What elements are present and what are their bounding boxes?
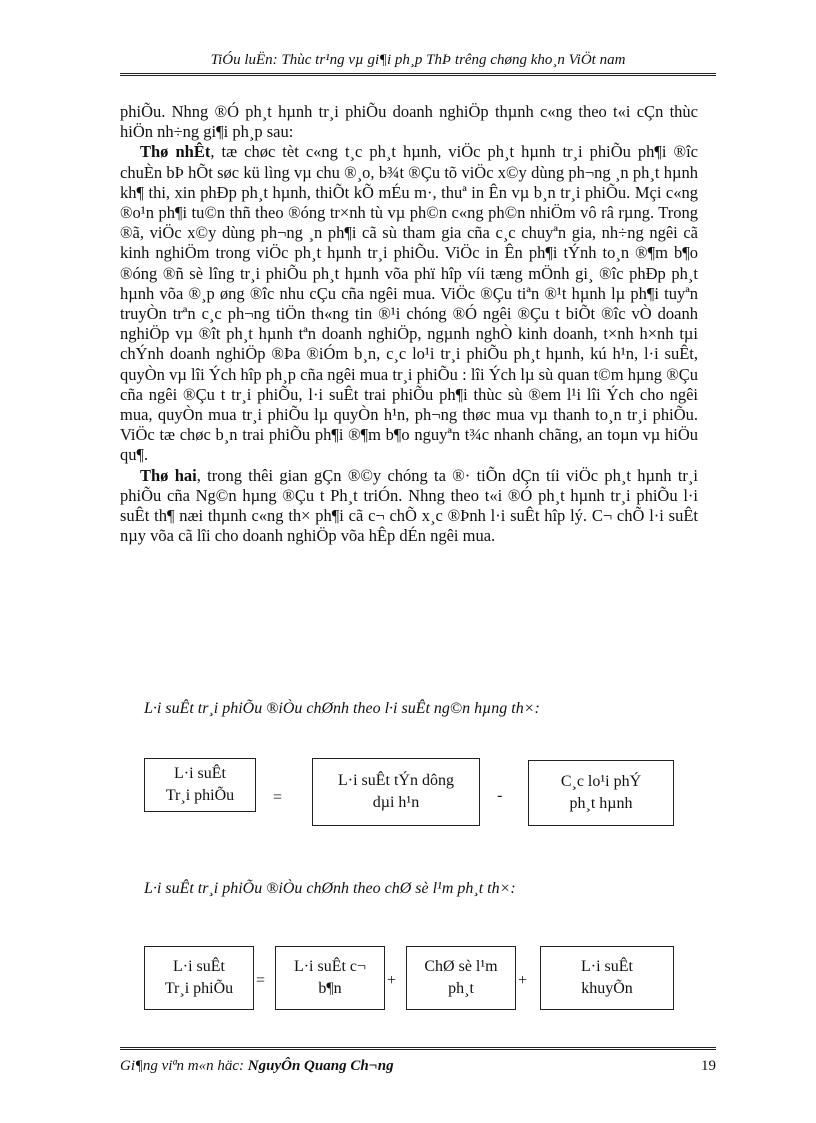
formula-1-box-credit-rate: [312, 758, 480, 826]
page-header: [120, 52, 716, 76]
body-text: [120, 102, 698, 546]
paragraph-3-text: , trong thêi gian gÇn ®©y chóng ta ®· tiÕn dÇn tíi viÖc ph¸t hµnh tr¸i phiÕu cña Ng©n hµng ®Çu t Ph¸t triÓn. Nhng theo t«i ®Ó ph¸t hµnh tr¸i phiÕu l·i suÊt th¶ næi thµnh c«ng th× ph¶i cã c¬ chÕ x¸c ®Þnh l·i suÊt hîp lý. C¬ chÕ l·i suÊt nµy võa cã lîi cho doanh nghiÖp võa hÊp dÉn ngêi mua.: [120, 465, 698, 546]
footer-label: Gi¶ng viªn m«n häc:: [120, 1058, 248, 1074]
paragraph-1: phiÕu. Nhng ®Ó ph¸t hµnh tr¸i phiÕu doanh nghiÖp thµnh c«ng theo t«i cÇn thùc hiÖn nh÷ng gi¶i ph¸p sau:: [120, 102, 698, 142]
formula-2-equals: =: [256, 972, 266, 989]
box-line: ph¸t: [448, 980, 474, 997]
box-line: L·i suÊt: [581, 958, 633, 975]
footer-name: NguyÔn Quang Ch¬ng: [247, 1058, 394, 1074]
header-title: TiÓu luËn: Thùc tr¹ng vµ gi¶i ph¸p ThÞ trêng chøng kho¸n ViÖt nam: [210, 52, 626, 68]
paragraph-3: [120, 466, 698, 547]
paragraph-2-lead: Thø nhÊt: [140, 142, 211, 162]
box-line: khuyÕn: [581, 980, 633, 997]
box-line: Tr¸i phiÕu: [165, 787, 235, 804]
page-footer: [120, 1047, 716, 1075]
footer-author: [120, 1058, 394, 1075]
formula-1-caption: L·i suÊt tr¸i phiÕu ®iÒu chØnh theo l·i suÊt ng©n hµng th×:: [144, 700, 540, 717]
formula-2-box-incentive-rate: [540, 946, 674, 1010]
formula-2-box-inflation-index: [406, 946, 516, 1010]
box-line: L·i suÊt: [174, 765, 226, 782]
box-line: L·i suÊt tÝn dông: [338, 772, 454, 789]
paragraph-2-text: , tæ chøc tèt c«ng t¸c ph¸t hµnh, viÖc ph¸t hµnh tr¸i phiÕu ph¶i ®îc chuÈn bÞ hÕt søc kü lìng vµ chu ®¸o, b¾t ®Çu tõ viÖc x©y dùng ph¬ng ¸n ph¸t hµnh kh¶ thi, xin phÐp ph¸t hµnh, thiÕt kÕ mÉu m·, thuª in Ên vµ b¸n tr¸i phiÕu. Mçi c«ng ®o¹n ph¶i tu©n thñ theo ®óng tr×nh tù vµ ph©n c«ng ph©n nhiÖm vô râ rµng. Trong ®ã, viÖc x©y dùng ph¬ng ¸n ph¶i cã sù tham gia cña c¸c chuyªn gia, nh÷ng ngêi cã kinh nghiÖm trong viÖc ph¸t hµnh tr¸i phiÕu. ViÖc in Ên ph¶i tÝnh to¸n ®¶m b¶o ®óng ®ñ sè lîng tr¸i phiÕu ph¸t hµnh võa phï hîp víi tæng mÖnh gi¸ ®îc phÐp ph¸t hµnh võa ®¸p øng ®îc nhu cÇu cña ngêi mua. ViÖc ®Çu tiªn ®¹t hµnh lµ ph¶i tuyªn truyÒn trªn c¸c ph¬ng tiÖn th«ng tin ®¹i chóng ®Ó ngêi ®Çu t biÕt ®îc vÒ doanh nghiÖp vµ ®ît ph¸t hµnh tªn doanh nghiÖp, ngµnh nghÒ kinh doanh, t×nh h×nh tµi chÝnh doanh nghiÖp ®Þa ®iÓm b¸n, c¸c lo¹i tr¸i phiÕu ph¸t hµnh, kú h¹n, l·i suÊt, quyÒn vµ lîi Ých hîp ph¸p cña ngêi mua tr¸i phiÕu : lîi Ých lµ sù quan t©m hµng ®Çu cña ngêi ®Çu t tr¸i phiÕu, l·i suÊt trai phiÕu ph¶i thùc sù ®em l¹i lîi Ých cho ngêi mua, quyÒn mua tr¸i phiÕu lµ quyÒn h¹n, ph¬ng thøc mua vµ thanh to¸n tr¸i phiÕu. ViÖc tæ chøc b¸n trai phiÕu ph¶i ®¶m b¶o nguyªn t¾c nhanh chãng, an toµn vµ hiÖu qu¶.: [120, 142, 698, 465]
box-line: dµi h¹n: [372, 794, 420, 811]
page-number: 19: [701, 1058, 716, 1074]
formula-1-box-bond-rate: [144, 758, 256, 812]
formula-1-minus: -: [497, 787, 503, 804]
box-line: b¶n: [318, 980, 342, 997]
box-line: ph¸t hµnh: [569, 795, 633, 812]
formula-2-caption: L·i suÊt tr¸i phiÕu ®iÒu chØnh theo chØ sè l¹m ph¸t th×:: [144, 880, 516, 897]
paragraph-2: [120, 142, 698, 465]
box-line: L·i suÊt: [173, 958, 225, 975]
box-line: ChØ sè l¹m: [424, 958, 498, 975]
box-line: C¸c lo¹i phÝ: [560, 773, 642, 790]
box-line: Tr¸i phiÕu: [164, 980, 234, 997]
formula-2-plus-1: +: [387, 972, 397, 989]
formula-2-box-bond-rate: [144, 946, 254, 1010]
formula-1-equals: =: [273, 789, 283, 806]
formula-1-box-issuance-fees: [528, 760, 674, 826]
formula-2-box-base-rate: [275, 946, 385, 1010]
box-line: L·i suÊt c¬: [293, 958, 367, 975]
paragraph-3-lead: Thø hai: [140, 465, 197, 485]
formula-2-plus-2: +: [518, 972, 528, 989]
